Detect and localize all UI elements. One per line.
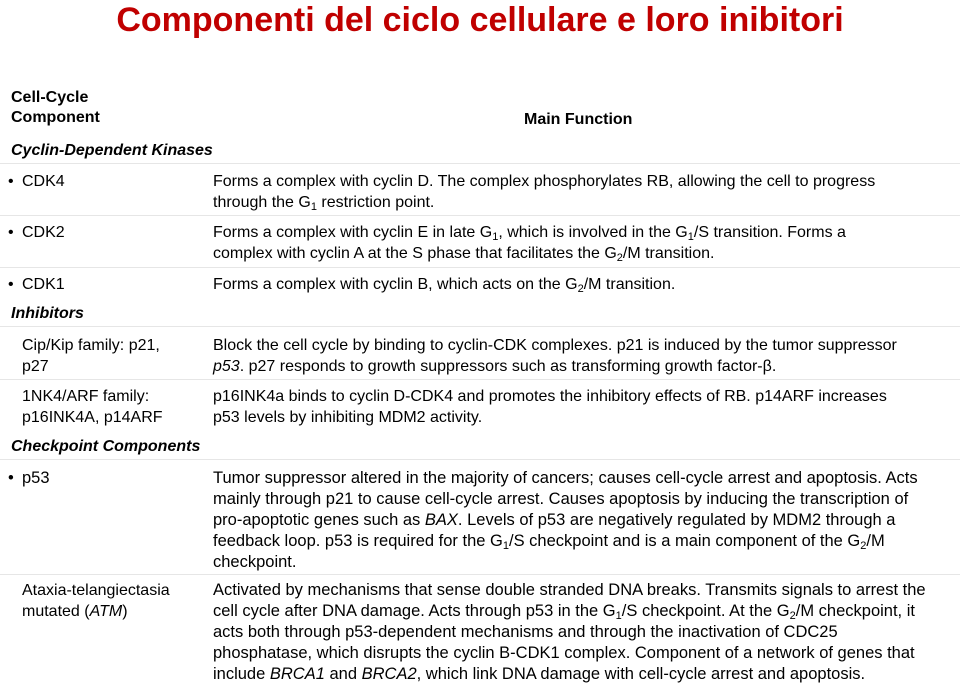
- bullet-icon: •: [8, 173, 14, 190]
- component-name: CDK2: [22, 224, 65, 241]
- component-name: Cip/Kip family: p21, p27: [8, 335, 204, 377]
- column-header-line: Cell-Cycle: [11, 89, 89, 106]
- text-line: Tumor suppressor altered in the majority of cancers; causes cell-cycle arrest and apoptosis. Acts: [213, 469, 918, 487]
- section-checkpoint: Checkpoint Components: [11, 438, 201, 455]
- component-cdk1: [8, 274, 204, 295]
- text-line: Activated by mechanisms that sense double stranded DNA breaks. Transmits signals to arrest the: [213, 581, 926, 599]
- component-cdk2: [8, 222, 204, 243]
- text-line: mainly through p21 to cause cell-cycle arrest. Causes apoptosis by inducing the transcription of: [213, 490, 909, 508]
- component-cip-kip: [8, 335, 204, 377]
- function-atm: [213, 580, 953, 685]
- page-title: Componenti del ciclo cellulare e loro inibitori: [116, 1, 844, 39]
- function-cdk1: [213, 274, 953, 295]
- function-ink4-arf: [213, 386, 953, 428]
- text-line: checkpoint.: [213, 553, 297, 571]
- component-cdk4: [8, 171, 204, 192]
- function-cip-kip: [213, 335, 953, 377]
- bullet-icon: •: [8, 276, 14, 293]
- bullet-icon: •: [8, 224, 14, 241]
- text-line: Forms a complex with cyclin D. The complex phosphorylates RB, allowing the cell to progress: [213, 173, 876, 190]
- row-divider: [0, 163, 960, 164]
- row-divider: [0, 326, 960, 327]
- text-line: feedback loop. p53 is required for the $G_1/S$ checkpoint and is a main component of the $G_2/M$: [213, 532, 885, 552]
- component-name: 1NK4/ARF family: p16INK4A, p14ARF: [8, 386, 204, 428]
- text-line: phosphatase, which disrupts the cyclin B-CDK1 complex. Component of a network of genes that: [213, 644, 915, 662]
- bullet-icon: [8, 386, 22, 407]
- component-name: CDK4: [22, 173, 65, 190]
- function-cdk2: [213, 222, 953, 264]
- component-name: p53: [22, 469, 50, 487]
- row-divider: [0, 574, 960, 575]
- text-line: p16INK4a binds to cyclin D-CDK4 and promotes the inhibitory effects of RB. p14ARF increases: [213, 388, 887, 405]
- bullet-icon: [8, 580, 22, 601]
- text-line: p53. p27 responds to growth suppressors such as transforming growth factor-β.: [213, 358, 777, 375]
- bullet-icon: [8, 335, 22, 356]
- text-line: complex with cyclin A at the S phase that facilitates the $G_2/M$ transition.: [213, 245, 715, 264]
- section-inhibitors: Inhibitors: [11, 305, 84, 322]
- component-name: Ataxia-telangiectasia mutated (ATM): [8, 580, 204, 622]
- component-p53: [8, 468, 204, 489]
- text-line: p53 levels by inhibiting MDM2 activity.: [213, 409, 483, 426]
- column-header-component: [11, 88, 201, 128]
- column-header-line: Component: [11, 109, 100, 126]
- text-line: Block the cell cycle by binding to cyclin-CDK complexes. p21 is induced by the tumor suppressor: [213, 337, 897, 354]
- bullet-icon: •: [8, 469, 14, 487]
- section-cdk: Cyclin-Dependent Kinases: [11, 142, 213, 159]
- function-cdk4: [213, 171, 953, 213]
- component-ink4-arf: [8, 386, 204, 428]
- text-line: cell cycle after DNA damage. Acts through p53 in the $G_1/S$ checkpoint. At the $G_2/M$ checkpoint, it: [213, 602, 915, 622]
- row-divider: [0, 379, 960, 380]
- text-line: Forms a complex with cyclin B, which acts on the $G_2/M$ transition.: [213, 276, 676, 295]
- text-line: Forms a complex with cyclin E in late $G_1$, which is involved in the $G_1/S$ transition. Forms a: [213, 224, 846, 243]
- component-atm: [8, 580, 204, 622]
- row-divider: [0, 215, 960, 216]
- column-header-function: Main Function: [524, 111, 633, 128]
- text-line: pro-apoptotic genes such as BAX. Levels of p53 are negatively regulated by MDM2 through a: [213, 511, 896, 529]
- row-divider: [0, 459, 960, 460]
- row-divider: [0, 267, 960, 268]
- text-line: include BRCA1 and BRCA2, which link DNA damage with cell-cycle arrest and apoptosis.: [213, 665, 866, 683]
- text-line: through the $G_1$ restriction point.: [213, 194, 435, 213]
- component-name: CDK1: [22, 276, 65, 293]
- function-p53: [213, 468, 953, 573]
- text-line: acts both through p53-dependent mechanisms and through the inactivation of CDC25: [213, 623, 838, 641]
